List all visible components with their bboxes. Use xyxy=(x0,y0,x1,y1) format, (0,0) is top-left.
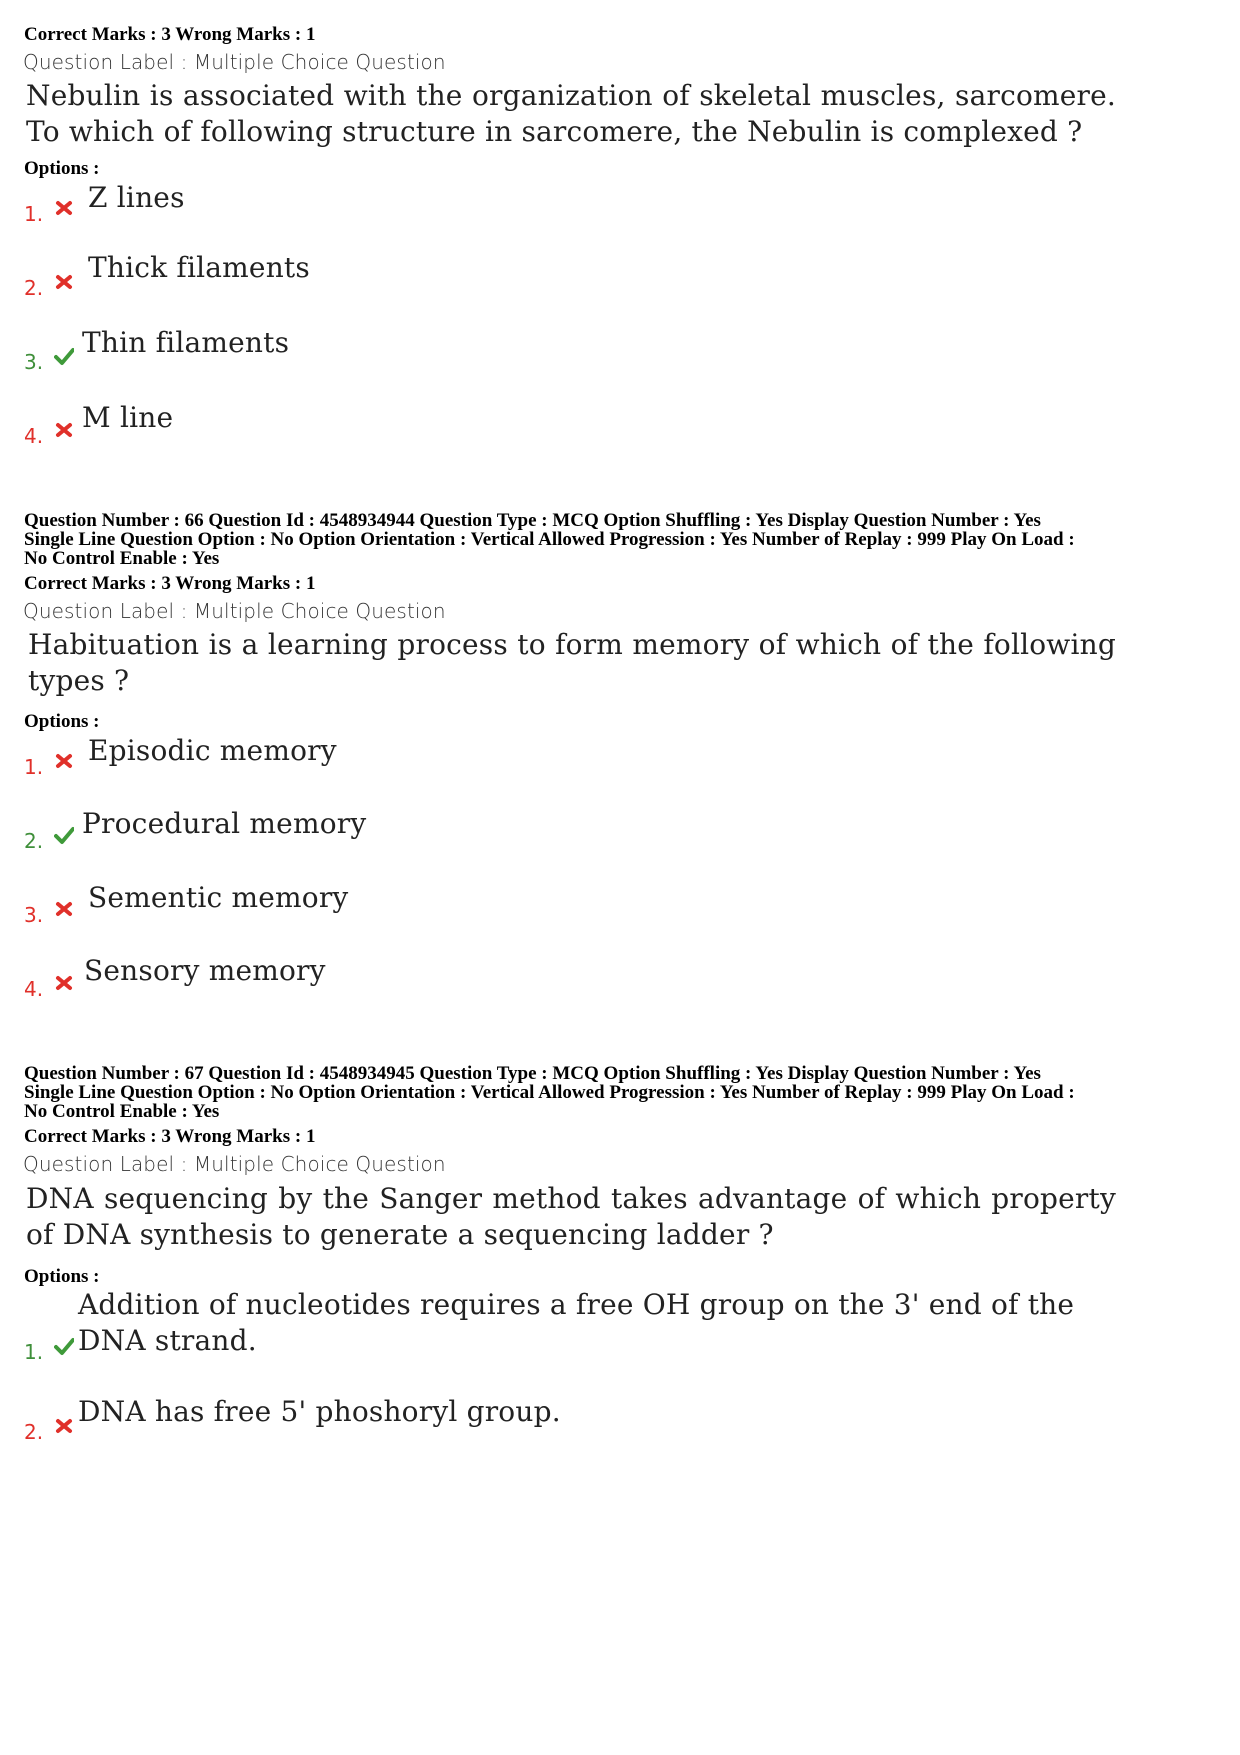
options-heading: Options : xyxy=(24,711,100,732)
question-meta xyxy=(24,510,1224,569)
options-heading: Options : xyxy=(24,1266,100,1287)
option-text: M line xyxy=(82,401,174,434)
option-number: 2. xyxy=(24,276,44,300)
check-icon xyxy=(54,825,74,845)
question-text: Nebulin is associated with the organization of skeletal muscles, sarcomere. To which of following structure in sarcomere, the Nebulin is complexed ? xyxy=(26,79,1116,148)
cross-icon xyxy=(54,899,74,919)
option-number: 2. xyxy=(24,1420,44,1444)
option-number: 1. xyxy=(24,202,44,226)
cross-icon xyxy=(54,198,74,218)
option-text: Procedural memory xyxy=(82,807,367,840)
question-text: Habituation is a learning process to form memory of which of the following types ? xyxy=(28,628,1116,697)
cross-icon xyxy=(54,420,74,440)
meta-line: Question Number : 66 Question Id : 4548934944 Question Type : MCQ Option Shuffling : Yes Display Question Number : Yes xyxy=(24,510,1041,531)
cross-icon xyxy=(54,1416,74,1436)
options-heading: Options : xyxy=(24,158,100,179)
option-text: DNA has free 5' phoshoryl group. xyxy=(78,1395,561,1428)
marks-info: Correct Marks : 3 Wrong Marks : 1 xyxy=(24,24,316,45)
question-label: Question Label : Multiple Choice Question xyxy=(23,599,446,623)
option-number: 1. xyxy=(24,755,44,779)
marks-info: Correct Marks : 3 Wrong Marks : 1 xyxy=(24,1126,316,1147)
question-label: Question Label : Multiple Choice Question xyxy=(23,1152,446,1176)
meta-line: Single Line Question Option : No Option Orientation : Vertical Allowed Progression : Yes Number of Replay : 999 Play On Load : xyxy=(24,529,1075,550)
option-number: 1. xyxy=(24,1340,44,1364)
option-number: 3. xyxy=(24,903,44,927)
marks-info: Correct Marks : 3 Wrong Marks : 1 xyxy=(24,573,316,594)
option-text: Z lines xyxy=(88,181,185,214)
meta-line: No Control Enable : Yes xyxy=(24,1101,220,1122)
option-text: Thick filaments xyxy=(88,251,310,284)
option-number: 4. xyxy=(24,424,44,448)
check-icon xyxy=(54,1336,74,1356)
option-text: Sensory memory xyxy=(84,954,326,987)
option-text: Episodic memory xyxy=(88,734,337,767)
option-number: 3. xyxy=(24,350,44,374)
option-number: 4. xyxy=(24,977,44,1001)
question-label: Question Label : Multiple Choice Question xyxy=(23,50,446,74)
question-meta xyxy=(24,1063,1224,1122)
cross-icon xyxy=(54,973,74,993)
option-text: Thin filaments xyxy=(82,326,290,359)
cross-icon xyxy=(54,272,74,292)
check-icon xyxy=(54,346,74,366)
meta-line: Single Line Question Option : No Option Orientation : Vertical Allowed Progression : Yes Number of Replay : 999 Play On Load : xyxy=(24,1082,1075,1103)
option-number: 2. xyxy=(24,829,44,853)
meta-line: No Control Enable : Yes xyxy=(24,548,220,569)
question-text: DNA sequencing by the Sanger method takes advantage of which property of DNA synthesis to generate a sequencing ladder ? xyxy=(26,1182,1116,1251)
cross-icon xyxy=(54,751,74,771)
meta-line: Question Number : 67 Question Id : 4548934945 Question Type : MCQ Option Shuffling : Yes Display Question Number : Yes xyxy=(24,1063,1041,1084)
option-text: Sementic memory xyxy=(88,881,349,914)
option-text: Addition of nucleotides requires a free OH group on the 3' end of the DNA strand. xyxy=(78,1288,1075,1357)
